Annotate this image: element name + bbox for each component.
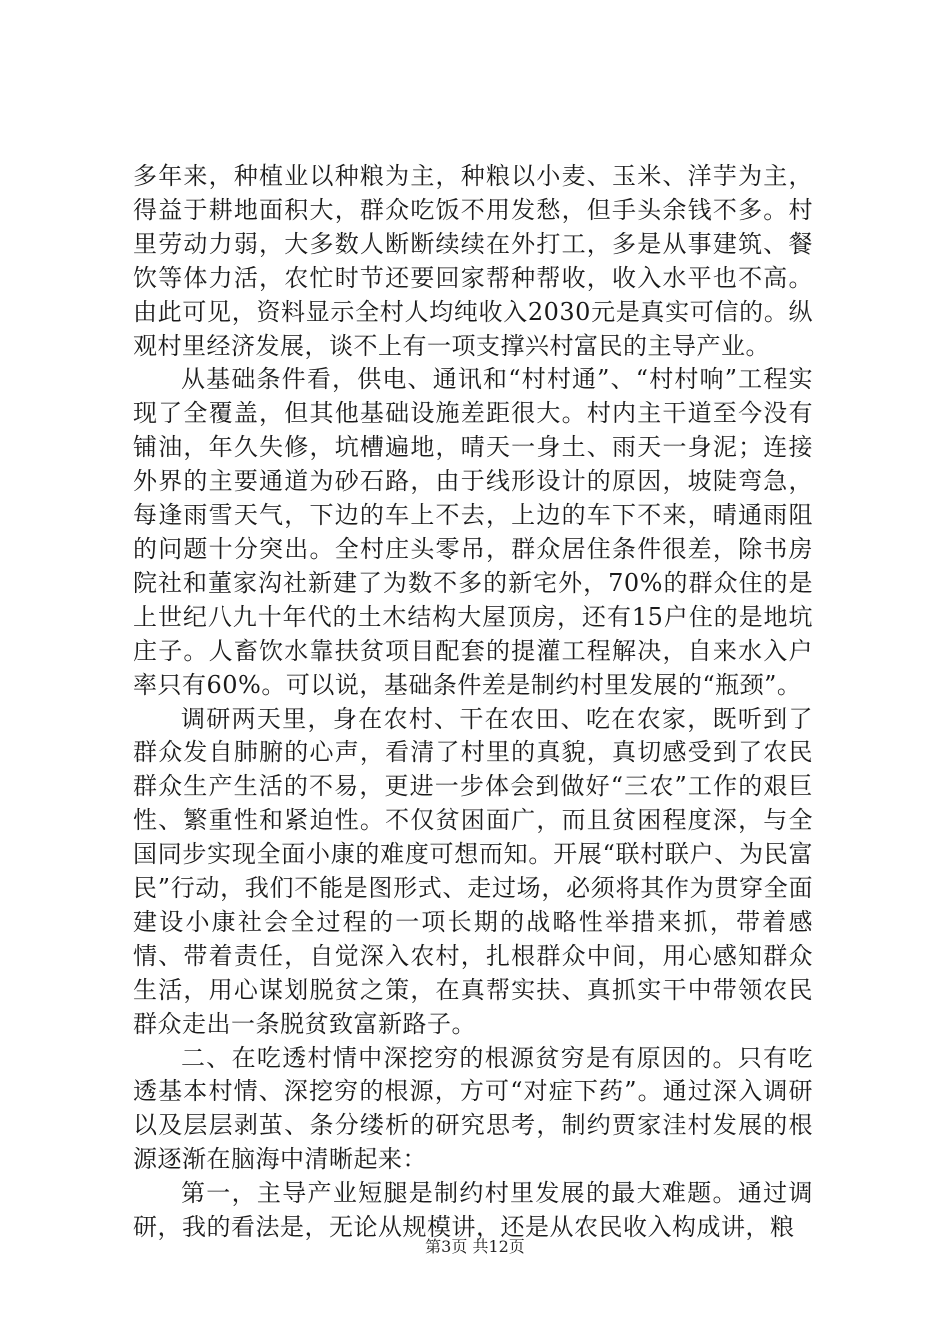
paragraph-5: 第一，主导产业短腿是制约村里发展的最大难题。通过调研，我的看法是，无论从规模讲，还是从农民收入构成讲，粮 [133, 1179, 813, 1242]
paragraph-2: 从基础条件看，供电、通讯和“村村通”、“村村响”工程实现了全覆盖，但其他基础设施差距很大。村内主干道至今没有铺油，年久失修，坑槽遍地，晴天一身土、雨天一身泥；连接外界的主要通道为砂石路，由于线形设计的原因，坡陡弯急，每逢雨雪天气，下边的车上不去，上边的车下不来，晴通雨阻的问题十分突出。全村庄头零吊，群众居住条件很差，除书房院社和董家沟社新建了为数不多的新宅外，70%的群众住的是上世纪八九十年代的土木结构大屋顶房，还有15户住的是地坑庄子。人畜饮水靠扶贫项目配套的提灌工程解决，自来水入户率只有60%。可以说，基础条件差是制约村里发展的“瓶颈”。 [133, 365, 813, 699]
document-body [133, 160, 813, 1245]
paragraph-3: 调研两天里，身在农村、干在农田、吃在农家，既听到了群众发自肺腑的心声，看清了村里的真貌，真切感受到了农民群众生产生活的不易，更进一步体会到做好“三农”工作的艰巨性、繁重性和紧迫性。不仅贫困面广，而且贫困程度深，与全国同步实现全面小康的难度可想而知。开展“联村联户、为民富民”行动，我们不能是图形式、走过场，必须将其作为贯穿全面建设小康社会全过程的一项长期的战略性举措来抓，带着感情、带着责任，自觉深入农村，扎根群众中间，用心感知群众生活，用心谋划脱贫之策，在真帮实扶、真抓实干中带领农民群众走出一条脱贫致富新路子。 [133, 704, 813, 1038]
paragraph-4: 二、在吃透村情中深挖穷的根源贫穷是有原因的。只有吃透基本村情、深挖穷的根源，方可“对症下药”。通过深入调研以及层层剥茧、条分缕析的研究思考，制约贾家洼村发展的根源逐渐在脑海中清晰起来： [133, 1043, 813, 1174]
page-footer: 第3页 共12页 [425, 1237, 525, 1256]
paragraph-1: 多年来，种植业以种粮为主，种粮以小麦、玉米、洋芋为主，得益于耕地面积大，群众吃饭不用发愁，但手头余钱不多。村里劳动力弱，大多数人断断续续在外打工，多是从事建筑、餐饮等体力活，农忙时节还要回家帮种帮收，收入水平也不高。由此可见，资料显示全村人均纯收入2030元是真实可信的。纵观村里经济发展，谈不上有一项支撑兴村富民的主导产业。 [133, 162, 813, 360]
